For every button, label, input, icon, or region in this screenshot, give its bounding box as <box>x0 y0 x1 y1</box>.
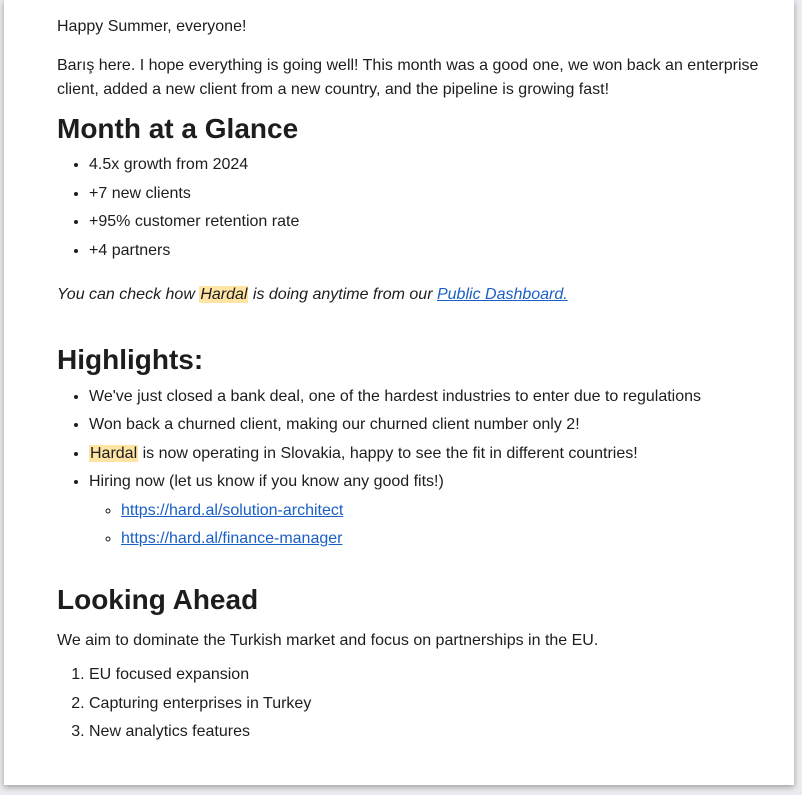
intro-paragraph: Barış here. I hope everything is going well! This month was a good one, we won back an enterprise client, added a new client from a new country, and the pipeline is growing fast! <box>57 57 759 98</box>
list-item: • Won back a churned client, making our churned client number only 2! <box>89 413 777 437</box>
list-item: 2. Capturing enterprises in Turkey <box>89 692 777 716</box>
list-item: 3. New analytics features <box>89 720 777 744</box>
list-item <box>89 442 777 466</box>
list-item: • 4.5x growth from 2024 <box>89 153 777 177</box>
highlights-heading: Highlights: <box>57 343 204 375</box>
list-item <box>121 527 777 551</box>
list-item <box>121 499 777 523</box>
month-at-a-glance-heading: Month at a Glance <box>57 113 299 144</box>
highlights-list <box>57 385 777 552</box>
glance-list <box>57 153 777 263</box>
brand-highlight: Hardal <box>200 285 248 303</box>
document-page <box>4 0 794 785</box>
dashboard-note <box>57 283 777 307</box>
public-dashboard-link[interactable]: Public Dashboard. <box>436 285 568 303</box>
list-item <box>89 470 777 551</box>
looking-ahead-text: We aim to dominate the Turkish market and focus on partnerships in the EU. <box>57 632 599 649</box>
solution-architect-link[interactable]: https://hard.al/solution-architect <box>121 501 344 519</box>
job-links-list <box>89 499 777 552</box>
list-item: • +4 partners <box>89 239 777 263</box>
greeting: Happy Summer, everyone! <box>57 18 247 35</box>
list-item: 1. EU focused expansion <box>89 663 777 687</box>
list-item: • +7 new clients <box>89 182 777 206</box>
newsletter-content <box>57 0 777 749</box>
looking-ahead-heading: Looking Ahead <box>57 584 259 615</box>
hiring-text: Hiring now (let us know if you know any good fits!) <box>89 473 444 490</box>
slovakia-text: is now operating in Slovakia, happy to see the fit in different countries! <box>138 444 638 462</box>
list-item: • We've just closed a bank deal, one of the hardest industries to enter due to regulations <box>89 385 777 409</box>
looking-ahead-list <box>57 663 777 744</box>
dashboard-prefix: You can check how <box>57 285 200 303</box>
brand-highlight: Hardal <box>90 444 138 462</box>
finance-manager-link[interactable]: https://hard.al/finance-manager <box>121 530 343 547</box>
list-item: • +95% customer retention rate <box>89 210 777 234</box>
dashboard-middle: is doing anytime from our <box>248 285 437 303</box>
